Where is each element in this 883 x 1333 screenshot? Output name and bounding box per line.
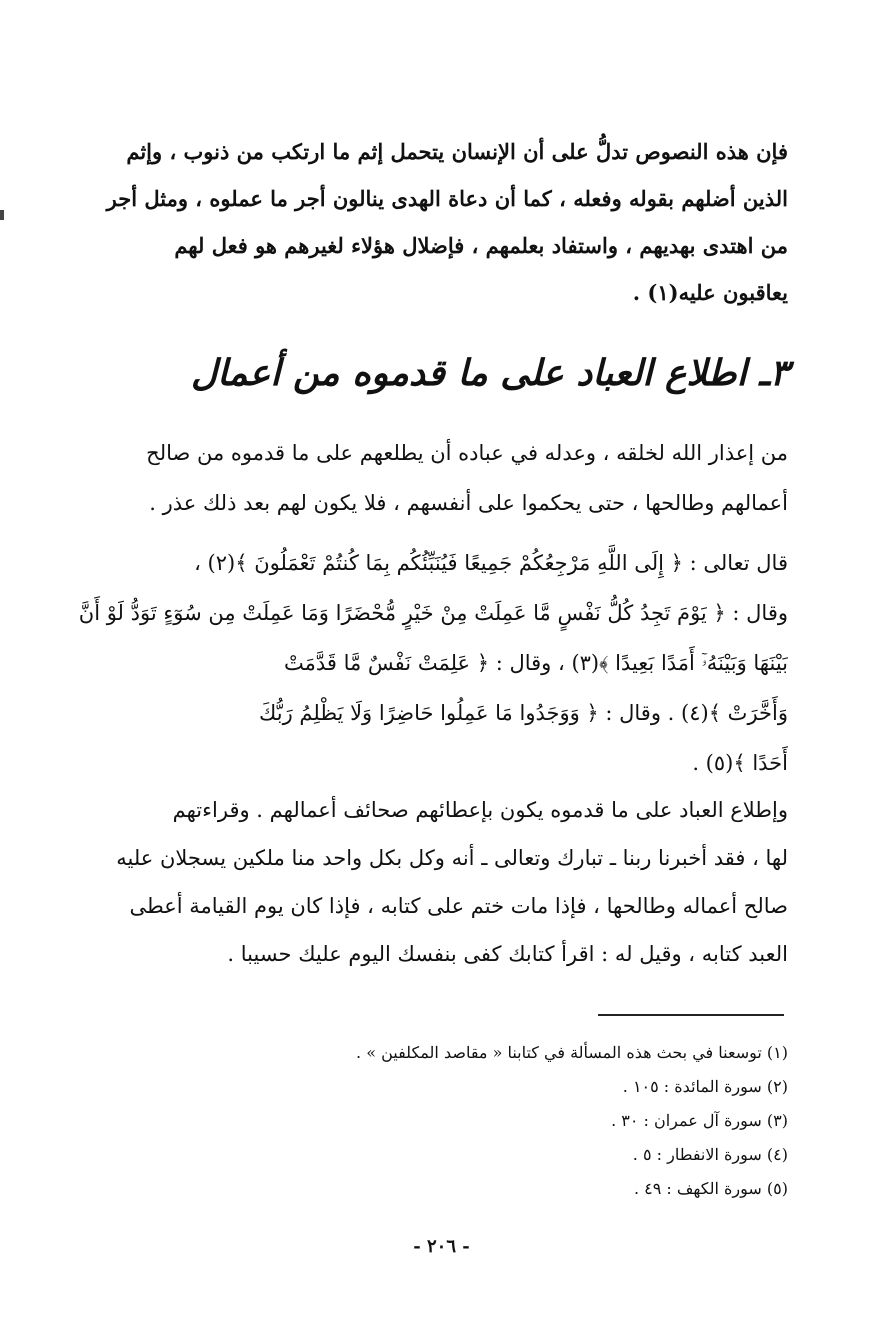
- text-line: صالح أعماله وطالحها ، فإذا مات ختم على كتابه ، فإذا كان يوم القيامة أعطى: [129, 894, 788, 918]
- quran-verses-paragraph: [78, 538, 788, 788]
- paragraph-3: [78, 786, 788, 978]
- text-line: من اهتدى بهديهم ، واستفاد بعلمهم ، فإضلال هؤلاء لغيرهم هو فعل لهم: [174, 233, 788, 258]
- page-number: - ٢٠٦ -: [413, 1236, 470, 1257]
- footnote: (١) توسعنا في بحث هذه المسألة في كتابنا « مقاصد المكلفين » .: [356, 1043, 788, 1062]
- verse-line: بَيْنَهَا وَبَيْنَهُۥٓ أَمَدًا بَعِيدًا ﴾(٣) ، وقال : ﴿ عَلِمَتْ نَفْسٌ مَّا قَدَّمَتْ: [283, 651, 788, 675]
- verse-line: وَأَخَّرَتْ ﴾(٤) . وقال : ﴿ وَوَجَدُوا مَا عَمِلُوا حَاضِرًا وَلَا يَظْلِمُ رَبُّكَ: [259, 701, 788, 725]
- verse-line: وقال : ﴿ يَوْمَ تَجِدُ كُلُّ نَفْسٍ مَّا عَمِلَتْ مِنْ خَيْرٍ مُّحْضَرًا وَمَا عَمِلَتْ مِن سُوٓءٍ تَوَدُّ لَوْ أَنَّ: [78, 601, 788, 625]
- text-line: يعاقبون عليه(١) .: [632, 280, 788, 305]
- text-line: أعمالهم وطالحها ، حتى يحكموا على أنفسهم ، فلا يكون لهم بعد ذلك عذر .: [149, 491, 788, 515]
- scan-edge-mark: [0, 210, 4, 220]
- footnote: (٤) سورة الانفطار : ٥ .: [632, 1145, 788, 1164]
- paragraph-2: [78, 428, 788, 528]
- text-line: لها ، فقد أخبرنا ربنا ـ تبارك وتعالى ـ أنه وكل بكل واحد منا ملكين يسجلان عليه: [116, 846, 788, 870]
- verse-line: قال تعالى : ﴿ إِلَى اللَّهِ مَرْجِعُكُمْ جَمِيعًا فَيُنَبِّئُكُم بِمَا كُنتُمْ تَعْمَلُونَ ﴾(٢) ،: [194, 551, 788, 575]
- text-line: الذين أضلهم بقوله وفعله ، كما أن دعاة الهدى ينالون أجر ما عملوه ، ومثل أجر: [106, 186, 788, 211]
- footnotes: [300, 1036, 788, 1206]
- section-heading: ٣ـ اطلاع العباد على ما قدموه من أعمال: [190, 352, 789, 394]
- footnote: (٥) سورة الكهف : ٤٩ .: [633, 1179, 788, 1198]
- text-line: العبد كتابه ، وقيل له : اقرأ كتابك كفى بنفسك اليوم عليك حسيبا .: [227, 942, 788, 966]
- text-line: من إعذار الله لخلقه ، وعدله في عباده أن يطلعهم على ما قدموه من صالح: [146, 441, 788, 465]
- text-line: فإن هذه النصوص تدلُّ على أن الإنسان يتحمل إثم ما ارتكب من ذنوب ، وإثم: [126, 139, 788, 164]
- text-line: وإطلاع العباد على ما قدموه يكون بإعطائهم صحائف أعمالهم . وقراءتهم: [172, 798, 788, 822]
- intro-paragraph: [78, 128, 788, 316]
- footnote: (٣) سورة آل عمران : ٣٠ .: [611, 1111, 788, 1130]
- footnote: (٢) سورة المائدة : ١٠٥ .: [622, 1077, 788, 1096]
- footnote-divider: [598, 1014, 784, 1016]
- verse-line: أَحَدًا ﴾(٥) .: [692, 751, 788, 775]
